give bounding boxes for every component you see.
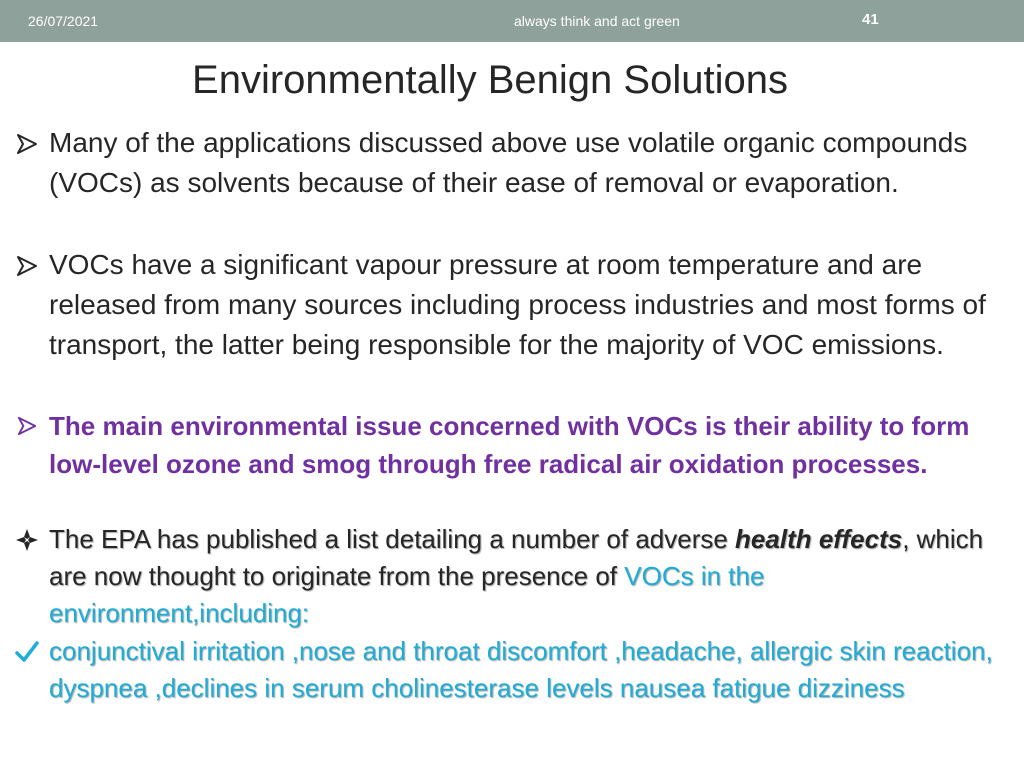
arrow-bullet-icon (14, 245, 48, 277)
bullet-item (14, 407, 1014, 483)
arrow-bullet-icon (14, 407, 48, 436)
bullet-text: VOCs have a significant vapour pressure at room temperature and are released from many sources including process industries and most forms of transport, the latter being responsible for the majority of VOC emissions. (49, 249, 986, 360)
bullet-item (14, 521, 1014, 632)
slide-title: Environmentally Benign Solutions (192, 58, 788, 102)
arrow-bullet-icon (14, 123, 48, 155)
header-bar (0, 0, 1024, 42)
bullet-item (14, 123, 1014, 203)
bullet-text: The EPA has published a list detailing a number of adverse health effects, which are now thought to originate from the presence of VOCs in the environment,including: (49, 524, 984, 628)
emphasis-health-effects: health effects (735, 524, 903, 554)
slide-number: 41 (862, 11, 879, 28)
bullet-text: Many of the applications discussed above use volatile organic compounds (VOCs) as solvents because of their ease of removal or evaporation. (49, 127, 968, 198)
slide-date: 26/07/2021 (28, 13, 99, 29)
diamond-bullet-icon (14, 521, 48, 552)
bullet-text: The main environmental issue concerned with VOCs is their ability to form low-level ozone and smog through free radical air oxidation processes. (49, 411, 970, 479)
bullet-item (14, 633, 1014, 707)
slide-footer-text: always think and act green (514, 13, 680, 29)
bullet-item (14, 245, 1014, 365)
check-mark-icon (14, 633, 48, 663)
bullet-text: conjunctival irritation ,nose and throat discomfort ,headache, allergic skin reaction, dyspnea ,declines in serum cholinesterase levels nausea fatigue dizziness (49, 636, 993, 703)
